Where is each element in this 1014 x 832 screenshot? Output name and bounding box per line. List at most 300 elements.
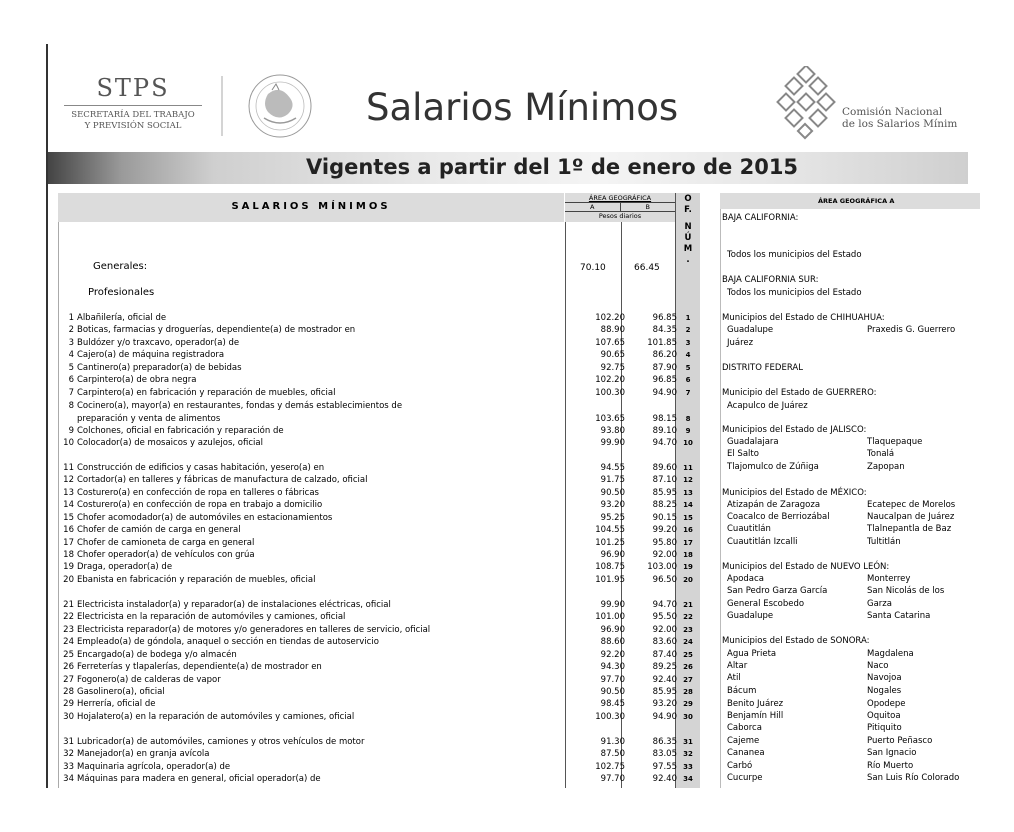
of-number: 27 <box>683 676 693 684</box>
of-number: 18 <box>683 551 693 559</box>
occupation-name: Cocinero(a), mayor(a) en restaurantes, fondas y demás establecimientos de <box>77 401 403 411</box>
municipality-name: Cuautitlán <box>727 524 771 534</box>
salary-area-b: 92.00 <box>652 550 677 560</box>
occupation-name: Carpintero(a) de obra negra <box>77 375 197 385</box>
municipality-name: Todos los municipios del Estado <box>727 250 862 260</box>
salary-area-b: 92.00 <box>652 625 677 635</box>
table-row <box>58 387 700 399</box>
municipality-row <box>722 324 1012 336</box>
stps-line1: SECRETARÍA DEL TRABAJO <box>71 110 195 120</box>
row-number: 34 <box>63 774 74 784</box>
occupation-name: Empleado(a) de góndola, anaquel o sección en tiendas de autoservicio <box>77 637 379 647</box>
municipality-row <box>722 337 1012 349</box>
row-number: 6 <box>68 375 74 385</box>
occupation-name: Draga, operador(a) de <box>77 562 173 572</box>
of-number: 11 <box>683 464 693 472</box>
of-number: 7 <box>685 389 691 397</box>
col-a-header: A <box>565 203 621 211</box>
salary-area-b: 94.70 <box>652 438 677 448</box>
table-row <box>58 686 700 698</box>
row-number: 20 <box>63 575 74 585</box>
municipality-row <box>722 400 1012 412</box>
table-row <box>58 574 700 586</box>
salary-area-b: 95.80 <box>652 538 677 548</box>
municipality-name: Praxedis G. Guerrero <box>867 325 956 335</box>
municipality-name: San Nicolás de los <box>867 586 945 596</box>
state-name: Municipios del Estado de SONORA: <box>722 636 870 646</box>
table-row <box>58 362 700 374</box>
occupation-name: Costurero(a) en confección de ropa en talleres o fábricas <box>77 488 319 498</box>
municipality-name: Coacalco de Berriozábal <box>727 512 830 522</box>
salary-area-a: 100.30 <box>595 712 625 722</box>
municipality-row <box>722 698 1012 710</box>
of-number: 12 <box>683 476 693 484</box>
salary-area-a: 99.90 <box>600 600 625 610</box>
salary-area-b: 96.50 <box>652 575 677 585</box>
of-number: 1 <box>685 314 691 322</box>
row-number: 28 <box>63 687 74 697</box>
municipality-name: Santa Catarina <box>867 611 931 621</box>
generales-value-b: 66.45 <box>634 263 660 273</box>
municipality-row <box>722 722 1012 734</box>
municipality-row <box>722 573 1012 585</box>
municipality-row <box>722 448 1012 460</box>
table-row <box>58 413 700 425</box>
table-row <box>58 674 700 686</box>
profesionales-label: Profesionales <box>88 287 155 298</box>
cnsm-line2: de los Salarios Mínim <box>842 118 958 130</box>
salary-area-b: 99.20 <box>652 525 677 535</box>
table-row <box>58 400 700 412</box>
salary-area-a: 88.90 <box>600 325 625 335</box>
row-number: 26 <box>63 662 74 672</box>
geo-area-header <box>565 193 675 222</box>
of-number: 24 <box>683 638 693 646</box>
municipality-row <box>722 685 1012 697</box>
salary-area-a: 94.55 <box>600 463 625 473</box>
salary-area-b: 103.00 <box>647 562 677 572</box>
municipality-row <box>722 511 1012 523</box>
salary-area-a: 97.70 <box>600 675 625 685</box>
salary-area-b: 96.85 <box>652 375 677 385</box>
row-number: 3 <box>68 338 74 348</box>
row-number: 18 <box>63 550 74 560</box>
municipality-name: Cananea <box>727 748 765 758</box>
geo-area-columns <box>565 203 675 212</box>
occupation-name: Construcción de edificios y casas habitación, yesero(a) en <box>77 463 325 473</box>
occupation-name: Hojalatero(a) en la reparación de automóviles y camiones, oficial <box>77 712 355 722</box>
of-number: 14 <box>683 501 693 509</box>
occupation-name: Buldózer y/o traxcavo, operador(a) de <box>77 338 240 348</box>
of-number: 9 <box>685 427 691 435</box>
municipality-row <box>722 523 1012 535</box>
table-row <box>58 761 700 773</box>
table-row <box>58 661 700 673</box>
municipality-name: Naco <box>867 661 889 671</box>
salary-area-a: 90.65 <box>600 350 625 360</box>
salary-area-a: 101.00 <box>595 612 625 622</box>
of-number: 29 <box>683 700 693 708</box>
salary-area-b: 89.60 <box>652 463 677 473</box>
occupation-name: Fogonero(a) de calderas de vapor <box>77 675 221 685</box>
salary-area-a: 88.60 <box>600 637 625 647</box>
of-number: 34 <box>683 775 693 783</box>
occupation-name: Electricista en la reparación de automóviles y camiones, oficial <box>77 612 346 622</box>
table-row <box>58 624 700 636</box>
row-number: 25 <box>63 650 74 660</box>
occupation-name: Colchones, oficial en fabricación y reparación de <box>77 426 284 436</box>
state-name: Municipios del Estado de NUEVO LEÓN: <box>722 562 890 572</box>
row-number: 32 <box>63 749 74 759</box>
national-seal-icon <box>220 72 320 140</box>
municipality-row <box>722 436 1012 448</box>
salary-area-b: 88.25 <box>652 500 677 510</box>
municipality-name: Nogales <box>867 686 902 696</box>
state-heading <box>722 274 1012 286</box>
of-number: 2 <box>685 326 691 334</box>
municipality-name: Puerto Peñasco <box>867 736 933 746</box>
municipality-name: Cuautitlán Izcalli <box>727 537 798 547</box>
municipality-name: Tultitlán <box>867 537 901 547</box>
row-number: 24 <box>63 637 74 647</box>
row-number: 15 <box>63 513 74 523</box>
municipality-row <box>722 660 1012 672</box>
municipality-row <box>722 772 1012 784</box>
municipality-name: Caborca <box>727 723 762 733</box>
row-number: 21 <box>63 600 74 610</box>
occupation-name: Colocador(a) de mosaicos y azulejos, oficial <box>77 438 263 448</box>
state-name: Municipios del Estado de CHIHUAHUA: <box>722 313 885 323</box>
table-row <box>58 561 700 573</box>
table-title: SALARIOS MÍNIMOS <box>231 201 391 212</box>
salary-area-a: 90.50 <box>600 488 625 498</box>
state-name: Municipios del Estado de JALISCO: <box>722 425 867 435</box>
salary-area-a: 93.80 <box>600 426 625 436</box>
municipality-name: Cajeme <box>727 736 760 746</box>
salary-area-b: 87.90 <box>652 363 677 373</box>
table-row <box>58 437 700 449</box>
of-number: 17 <box>683 539 693 547</box>
salary-area-a: 100.30 <box>595 388 625 398</box>
salary-area-b: 83.05 <box>652 749 677 759</box>
cnsm-name <box>842 106 1002 130</box>
row-number: 1 <box>68 313 74 323</box>
municipality-name: Río Muerto <box>867 761 914 771</box>
salary-area-b: 97.55 <box>652 762 677 772</box>
occupation-name: Máquinas para madera en general, oficial operador(a) de <box>77 774 321 784</box>
of-number: 10 <box>683 439 693 447</box>
municipality-name: General Escobedo <box>727 599 805 609</box>
generales-label: Generales: <box>93 261 148 272</box>
page-title: Salarios Mínimos <box>366 86 679 129</box>
of-header: O F. <box>684 194 692 215</box>
of-number: 5 <box>685 364 691 372</box>
salary-area-a: 91.30 <box>600 737 625 747</box>
of-number: 25 <box>683 651 693 659</box>
state-name: Municipios del Estado de MÉXICO: <box>722 488 867 498</box>
salary-area-b: 89.25 <box>652 662 677 672</box>
salary-area-b: 84.35 <box>652 325 677 335</box>
table-row <box>58 524 700 536</box>
row-number: 12 <box>63 475 74 485</box>
state-name: Municipio del Estado de GUERRERO: <box>722 388 877 398</box>
municipality-name: Tlalnepantla de Baz <box>867 524 952 534</box>
table-row <box>58 549 700 561</box>
of-number: 20 <box>683 576 693 584</box>
of-number: 6 <box>685 376 691 384</box>
salary-area-a: 101.25 <box>595 538 625 548</box>
occupation-name: Chofer acomodador(a) de automóviles en estacionamientos <box>77 513 333 523</box>
of-number: 26 <box>683 663 693 671</box>
municipality-name: Monterrey <box>867 574 911 584</box>
municipality-row <box>722 610 1012 622</box>
validity-banner-text: Vigentes a partir del 1º de enero de 2015 <box>306 155 799 179</box>
municipality-row <box>722 461 1012 473</box>
state-heading <box>722 424 1012 436</box>
salary-area-b: 87.40 <box>652 650 677 660</box>
cnsm-line1: Comisión Nacional <box>842 106 943 118</box>
table-row <box>58 698 700 710</box>
municipality-name: Apodaca <box>727 574 764 584</box>
row-number: 8 <box>68 401 74 411</box>
of-number: 4 <box>685 351 691 359</box>
municipality-row <box>722 249 1012 261</box>
row-number: 19 <box>63 562 74 572</box>
salary-area-a: 102.75 <box>595 762 625 772</box>
state-heading <box>722 387 1012 399</box>
salary-area-b: 86.35 <box>652 737 677 747</box>
table-row <box>58 636 700 648</box>
occupation-name: Chofer operador(a) de vehículos con grúa <box>77 550 255 560</box>
occupation-name: preparación y venta de alimentos <box>77 414 221 424</box>
municipality-name: San Pedro Garza García <box>727 586 828 596</box>
municipality-row <box>722 760 1012 772</box>
salary-area-b: 90.15 <box>652 513 677 523</box>
municipality-row <box>722 672 1012 684</box>
municipality-name: Guadalupe <box>727 611 774 621</box>
validity-banner <box>48 152 968 184</box>
of-number: 19 <box>683 563 693 571</box>
salary-area-a: 92.75 <box>600 363 625 373</box>
state-heading <box>722 212 1012 224</box>
stps-line2: Y PREVISIÓN SOCIAL <box>84 121 182 131</box>
municipality-name: Acapulco de Juárez <box>727 401 808 411</box>
table-row <box>58 462 700 474</box>
state-heading <box>722 487 1012 499</box>
municipality-name: Magdalena <box>867 649 914 659</box>
num-header: N Ú M. <box>683 222 693 265</box>
table-row <box>58 374 700 386</box>
occupation-name: Encargado(a) de bodega y/o almacén <box>77 650 237 660</box>
occupation-name: Lubricador(a) de automóviles, camiones y otros vehículos de motor <box>77 737 365 747</box>
of-num-header <box>676 193 700 266</box>
table-row <box>58 512 700 524</box>
row-number: 5 <box>68 363 74 373</box>
salary-area-b: 86.20 <box>652 350 677 360</box>
municipality-name: Guadalupe <box>727 325 774 335</box>
of-number: 21 <box>683 601 693 609</box>
area-a-header-text: ÁREA GEOGRÁFICA A <box>818 197 895 205</box>
municipality-name: Opodepe <box>867 699 906 709</box>
row-number: 10 <box>63 438 74 448</box>
of-number: 32 <box>683 750 693 758</box>
geo-area-label: ÁREA GEOGRÁFICA <box>565 193 675 203</box>
occupation-name: Chofer de camión de carga en general <box>77 525 241 535</box>
occupation-name: Ebanista en fabricación y reparación de muebles, oficial <box>77 575 316 585</box>
salary-area-a: 103.65 <box>595 414 625 424</box>
table-row <box>58 537 700 549</box>
salary-area-b: 83.60 <box>652 637 677 647</box>
occupation-name: Cortador(a) en talleres y fábricas de manufactura de calzado, oficial <box>77 475 368 485</box>
of-number: 22 <box>683 613 693 621</box>
generales-value-a: 70.10 <box>580 263 606 273</box>
state-heading <box>722 312 1012 324</box>
of-number: 8 <box>685 415 691 423</box>
municipality-name: Atizapán de Zaragoza <box>727 500 821 510</box>
of-number: 3 <box>685 339 691 347</box>
municipality-name: Benito Juárez <box>727 699 784 709</box>
salary-area-b: 89.10 <box>652 426 677 436</box>
salary-area-b: 95.50 <box>652 612 677 622</box>
salary-area-b: 98.15 <box>652 414 677 424</box>
municipality-name: Navojoa <box>867 673 902 683</box>
occupation-name: Maquinaria agrícola, operador(a) de <box>77 762 231 772</box>
occupation-name: Manejador(a) en granja avícola <box>77 749 210 759</box>
municipality-name: Tonalá <box>867 449 895 459</box>
row-number: 4 <box>68 350 74 360</box>
occupation-name: Ferreterías y tlapalerías, dependiente(a) de mostrador en <box>77 662 322 672</box>
of-number: 15 <box>683 514 693 522</box>
salary-area-a: 99.90 <box>600 438 625 448</box>
salary-area-a: 92.20 <box>600 650 625 660</box>
municipality-row <box>722 735 1012 747</box>
salary-area-a: 96.90 <box>600 550 625 560</box>
municipality-name: Bácum <box>727 686 757 696</box>
municipality-row <box>722 585 1012 597</box>
occupation-name: Electricista reparador(a) de motores y/o generadores en talleres de servicio, oficial <box>77 625 431 635</box>
row-number: 22 <box>63 612 74 622</box>
salary-area-b: 94.90 <box>652 388 677 398</box>
area-a-header <box>720 193 980 209</box>
salary-area-a: 98.45 <box>600 699 625 709</box>
table-row <box>58 649 700 661</box>
salary-area-a: 90.50 <box>600 687 625 697</box>
salary-area-b: 92.40 <box>652 774 677 784</box>
row-number: 11 <box>63 463 74 473</box>
occupation-name: Costurero(a) en confección de ropa en trabajo a domicilio <box>77 500 323 510</box>
of-number: 23 <box>683 626 693 634</box>
salary-area-a: 94.30 <box>600 662 625 672</box>
table-row <box>58 337 700 349</box>
row-number: 9 <box>68 426 74 436</box>
state-heading <box>722 561 1012 573</box>
table-row <box>58 474 700 486</box>
table-title-header <box>58 193 564 222</box>
of-number: 28 <box>683 688 693 696</box>
municipality-name: Zapopan <box>867 462 905 472</box>
municipality-row <box>722 747 1012 759</box>
table-row <box>58 773 700 785</box>
row-number: 29 <box>63 699 74 709</box>
table-row <box>58 611 700 623</box>
salary-area-a: 87.50 <box>600 749 625 759</box>
salary-area-a: 97.70 <box>600 774 625 784</box>
row-number: 17 <box>63 538 74 548</box>
pesos-diarios-label: Pesos diarios <box>598 212 642 220</box>
table-row <box>58 736 700 748</box>
occupation-name: Albañilería, oficial de <box>77 313 167 323</box>
salary-area-b: 85.95 <box>652 687 677 697</box>
stps-logo <box>64 74 202 132</box>
municipality-name: Garza <box>867 599 892 609</box>
municipality-name: Tlajomulco de Zúñiga <box>727 462 819 472</box>
occupation-name: Gasolinero(a), oficial <box>77 687 165 697</box>
stps-logo-text: STPS <box>96 74 170 102</box>
row-number: 27 <box>63 675 74 685</box>
salary-area-b: 87.10 <box>652 475 677 485</box>
of-number: 30 <box>683 713 693 721</box>
state-name: BAJA CALIFORNIA: <box>722 213 799 223</box>
cnsm-logo-icon <box>776 66 836 140</box>
area-a-left-border <box>720 193 721 788</box>
occupation-name: Cajero(a) de máquina registradora <box>77 350 225 360</box>
of-number: 13 <box>683 489 693 497</box>
salary-area-a: 104.55 <box>595 525 625 535</box>
of-number: 33 <box>683 763 693 771</box>
salary-area-b: 93.20 <box>652 699 677 709</box>
table-row <box>58 711 700 723</box>
state-heading <box>722 362 1012 374</box>
municipality-name: Oquitoa <box>867 711 901 721</box>
salary-area-a: 108.75 <box>595 562 625 572</box>
municipality-name: Carbó <box>727 761 753 771</box>
municipality-name: Benjamín Hill <box>727 711 784 721</box>
row-number: 14 <box>63 500 74 510</box>
municipality-row <box>722 287 1012 299</box>
col-b-header: B <box>645 203 650 211</box>
salary-area-a: 95.25 <box>600 513 625 523</box>
row-number: 33 <box>63 762 74 772</box>
salary-area-a: 93.20 <box>600 500 625 510</box>
salary-area-b: 101.85 <box>647 338 677 348</box>
table-row <box>58 324 700 336</box>
occupation-name: Boticas, farmacias y droguerías, dependiente(a) de mostrador en <box>77 325 356 335</box>
state-name: BAJA CALIFORNIA SUR: <box>722 275 819 285</box>
of-number: 16 <box>683 526 693 534</box>
salary-area-b: 94.90 <box>652 712 677 722</box>
stps-logo-rule <box>64 105 202 106</box>
row-number: 7 <box>68 388 74 398</box>
of-number: 31 <box>683 738 693 746</box>
municipality-name: Naucalpan de Juárez <box>867 512 955 522</box>
municipality-name: Atil <box>727 673 741 683</box>
municipality-name: Altar <box>727 661 748 671</box>
municipality-row <box>722 648 1012 660</box>
salary-area-a: 91.75 <box>600 475 625 485</box>
table-row <box>58 349 700 361</box>
table-row <box>58 312 700 324</box>
salary-area-a: 102.20 <box>595 375 625 385</box>
municipality-name: Tlaquepaque <box>867 437 923 447</box>
municipality-name: Juárez <box>727 338 754 348</box>
salary-area-a: 101.95 <box>595 575 625 585</box>
salary-area-b: 94.70 <box>652 600 677 610</box>
occupation-name: Herrería, oficial de <box>77 699 156 709</box>
occupation-name: Carpintero(a) en fabricación y reparación de muebles, oficial <box>77 388 336 398</box>
municipality-name: San Ignacio <box>867 748 917 758</box>
salary-area-b: 85.95 <box>652 488 677 498</box>
row-number: 13 <box>63 488 74 498</box>
